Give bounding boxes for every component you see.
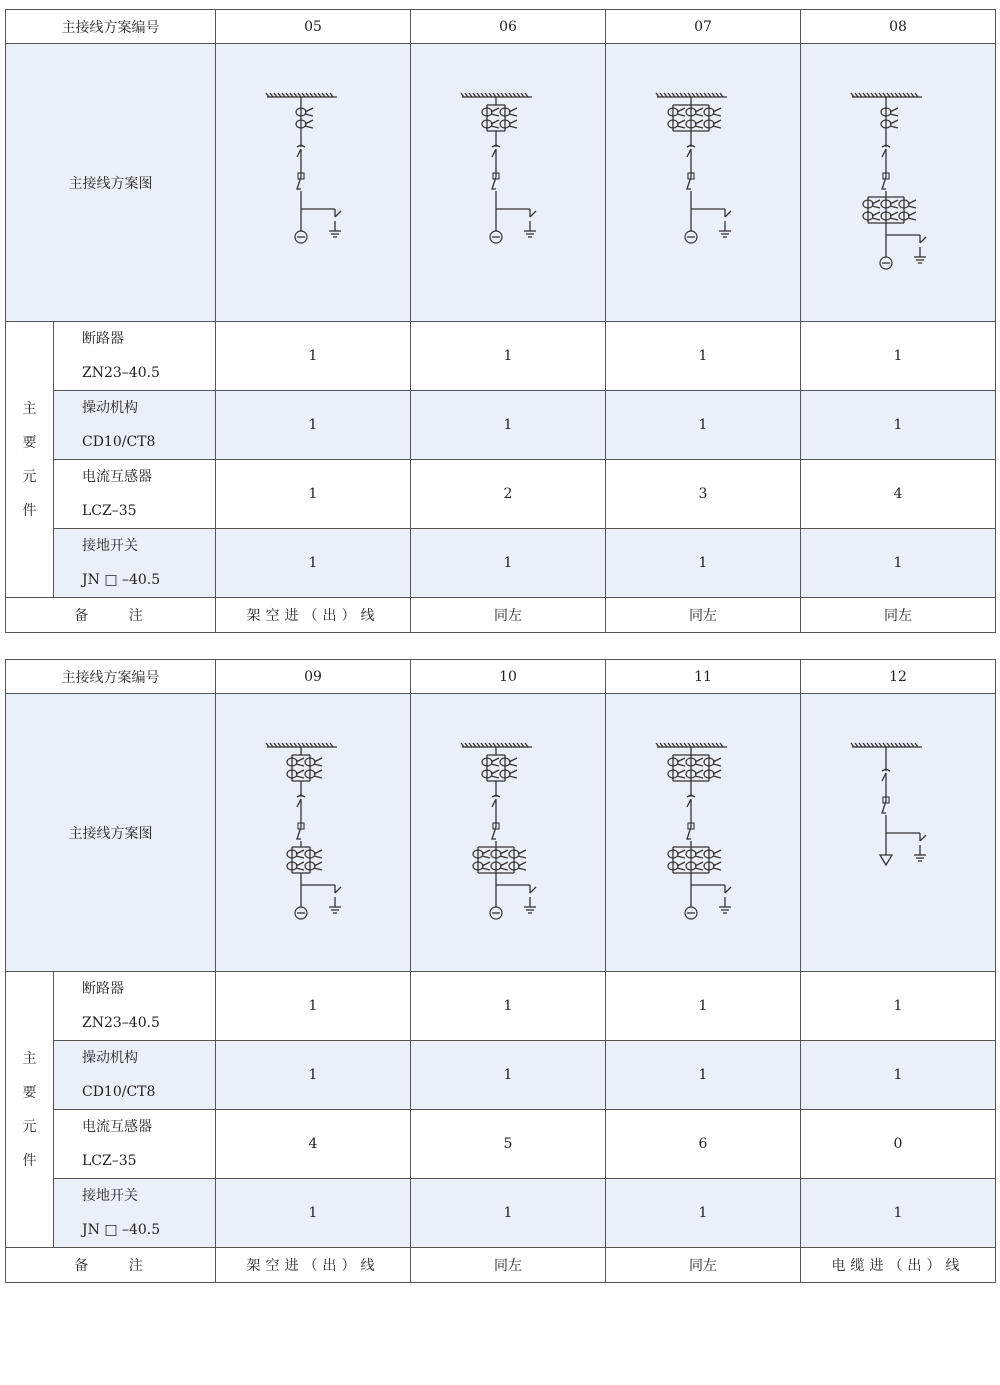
scheme-diagram-cell (606, 44, 801, 322)
scheme-diagram-label: 主接线方案图 (6, 694, 216, 972)
ct-lead (695, 758, 703, 762)
scheme-diagram-cell (216, 44, 411, 322)
single-line-diagram (838, 83, 958, 283)
remark-label: 备 注 (6, 598, 216, 633)
single-line-diagram (643, 733, 763, 933)
ct-lead (314, 850, 322, 854)
ct-qty: 2 (411, 460, 606, 529)
scheme-number: 06 (411, 10, 606, 44)
disconnect-contact (492, 791, 500, 797)
ct-lead (695, 850, 703, 854)
disconnect-blade (297, 799, 301, 813)
ct-lead (491, 114, 499, 116)
scheme-diagram-cell (411, 44, 606, 322)
mechanism-qty: 1 (216, 1041, 411, 1110)
disconnect-contact (687, 791, 695, 797)
single-line-diagram (253, 733, 373, 933)
ct-lead (314, 764, 322, 766)
ct-lead (509, 120, 517, 124)
earth-switch-blade (920, 237, 926, 257)
remark: 架空进（出）线 (216, 1248, 411, 1283)
ct-lead (509, 126, 517, 128)
scheme-table-1 (5, 9, 996, 633)
earth-switch-qty: 1 (801, 1179, 996, 1248)
ct-lead (491, 770, 499, 774)
ct-lead (695, 114, 703, 116)
ct-lead (677, 126, 685, 128)
ct-lead (518, 868, 526, 870)
ct-lead (305, 126, 313, 128)
ct-lead (890, 212, 898, 216)
remark-label: 备 注 (6, 1248, 216, 1283)
ct-qty: 4 (216, 1110, 411, 1179)
scheme-number-label: 主接线方案编号 (6, 10, 216, 44)
single-line-diagram (838, 733, 958, 933)
ct-lead (872, 200, 880, 204)
ct-lead (482, 850, 490, 854)
remark: 架空进（出）线 (216, 598, 411, 633)
scheme-number: 12 (801, 660, 996, 694)
scheme-number: 07 (606, 10, 801, 44)
ct-lead (695, 120, 703, 124)
scheme-number: 08 (801, 10, 996, 44)
ct-lead (482, 862, 490, 866)
single-line-diagram (643, 83, 763, 283)
component-label: 接地开关 JN □ –40.5 (54, 1179, 216, 1248)
earth-switch-qty: 1 (606, 529, 801, 598)
component-label: 断路器 ZN23–40.5 (54, 322, 216, 391)
scheme-number: 10 (411, 660, 606, 694)
ct-lead (677, 776, 685, 778)
ct-lead (713, 862, 721, 866)
ct-lead (518, 856, 526, 858)
disconnect-blade (882, 149, 886, 163)
scheme-diagram-cell (606, 694, 801, 972)
mechanism-qty: 1 (801, 1041, 996, 1110)
breaker-qty: 1 (606, 322, 801, 391)
ct-lead (908, 218, 916, 220)
earth-switch-qty: 1 (216, 529, 411, 598)
remark: 同左 (606, 1248, 801, 1283)
scheme-diagram-cell (216, 694, 411, 972)
ct-lead (695, 868, 703, 870)
remark: 同左 (411, 598, 606, 633)
ct-lead (491, 758, 499, 762)
ct-lead (296, 868, 304, 870)
ct-lead (713, 126, 721, 128)
ct-lead (890, 126, 898, 128)
ct-lead (890, 206, 898, 208)
ct-lead (518, 850, 526, 854)
ct-lead (713, 764, 721, 766)
ct-lead (890, 108, 898, 112)
ct-lead (677, 770, 685, 774)
ct-qty: 4 (801, 460, 996, 529)
disconnect-contact (492, 141, 500, 147)
component-label: 断路器 ZN23–40.5 (54, 972, 216, 1041)
breaker-qty: 1 (411, 972, 606, 1041)
remark: 同左 (606, 598, 801, 633)
ct-lead (305, 114, 313, 116)
ct-qty: 6 (606, 1110, 801, 1179)
ct-lead (908, 200, 916, 204)
earth-switch-blade (335, 211, 341, 231)
ct-lead (713, 120, 721, 124)
ct-qty: 5 (411, 1110, 606, 1179)
earth-switch-blade (725, 887, 731, 907)
ct-lead (695, 856, 703, 858)
ct-lead (713, 114, 721, 116)
ct-lead (872, 212, 880, 216)
ct-lead (518, 862, 526, 866)
earth-switch-qty: 1 (801, 529, 996, 598)
mechanism-qty: 1 (411, 391, 606, 460)
ct-lead (872, 218, 880, 220)
ct-lead (314, 770, 322, 774)
ct-lead (509, 108, 517, 112)
component-label: 操动机构 CD10/CT8 (54, 391, 216, 460)
earth-switch-qty: 1 (606, 1179, 801, 1248)
ct-lead (509, 758, 517, 762)
ct-lead (695, 776, 703, 778)
earth-switch-qty: 1 (411, 529, 606, 598)
ct-lead (296, 770, 304, 774)
component-label: 电流互感器 LCZ–35 (54, 1110, 216, 1179)
earth-switch-blade (530, 887, 536, 907)
ct-lead (314, 868, 322, 870)
ct-lead (872, 206, 880, 208)
breaker-qty: 1 (411, 322, 606, 391)
ct-lead (491, 776, 499, 778)
single-line-diagram (253, 83, 373, 283)
ct-lead (908, 206, 916, 208)
earth-switch-blade (920, 835, 926, 855)
breaker-qty: 1 (216, 972, 411, 1041)
ct-lead (695, 770, 703, 774)
disconnect-contact (882, 141, 890, 147)
earth-switch-blade (335, 887, 341, 907)
mechanism-qty: 1 (216, 391, 411, 460)
ct-lead (482, 868, 490, 870)
scheme-number: 09 (216, 660, 411, 694)
earth-switch-blade (725, 211, 731, 231)
disconnect-contact (297, 141, 305, 147)
ct-lead (500, 850, 508, 854)
ct-qty: 3 (606, 460, 801, 529)
ct-lead (491, 126, 499, 128)
ct-lead (677, 758, 685, 762)
ct-lead (509, 114, 517, 116)
ct-lead (509, 776, 517, 778)
mechanism-qty: 1 (606, 1041, 801, 1110)
cable-head-icon (880, 855, 892, 865)
ct-lead (296, 776, 304, 778)
scheme-number: 05 (216, 10, 411, 44)
component-label: 电流互感器 LCZ–35 (54, 460, 216, 529)
ct-lead (677, 856, 685, 858)
ct-lead (296, 764, 304, 766)
ct-lead (890, 120, 898, 124)
ct-lead (695, 862, 703, 866)
ct-lead (713, 108, 721, 112)
ct-lead (677, 868, 685, 870)
ct-lead (677, 850, 685, 854)
mechanism-qty: 1 (606, 391, 801, 460)
ct-lead (695, 126, 703, 128)
ct-qty: 1 (216, 460, 411, 529)
ct-lead (500, 856, 508, 858)
scheme-diagram-cell (801, 44, 996, 322)
ct-lead (491, 120, 499, 124)
ct-lead (677, 108, 685, 112)
ct-lead (713, 850, 721, 854)
scheme-diagram-cell (411, 694, 606, 972)
breaker-qty: 1 (216, 322, 411, 391)
ct-lead (314, 856, 322, 858)
single-line-diagram (448, 83, 568, 283)
ct-lead (890, 218, 898, 220)
ct-lead (713, 868, 721, 870)
earth-switch-qty: 1 (216, 1179, 411, 1248)
remark: 同左 (801, 598, 996, 633)
ct-lead (296, 862, 304, 866)
ct-lead (695, 764, 703, 766)
ct-lead (890, 200, 898, 204)
ct-lead (908, 212, 916, 216)
earth-switch-qty: 1 (411, 1179, 606, 1248)
ct-lead (890, 114, 898, 116)
component-label: 操动机构 CD10/CT8 (54, 1041, 216, 1110)
disconnect-blade (492, 799, 496, 813)
disconnect-blade (687, 799, 691, 813)
component-label: 接地开关 JN □ –40.5 (54, 529, 216, 598)
ct-lead (314, 776, 322, 778)
disconnect-contact (297, 791, 305, 797)
ct-lead (296, 856, 304, 858)
ct-lead (713, 776, 721, 778)
ct-lead (305, 108, 313, 112)
disconnect-blade (687, 149, 691, 163)
ct-lead (491, 108, 499, 112)
ct-lead (500, 868, 508, 870)
disconnect-blade (492, 149, 496, 163)
ct-lead (713, 856, 721, 858)
scheme-number: 11 (606, 660, 801, 694)
ct-lead (713, 758, 721, 762)
disconnect-blade (297, 149, 301, 163)
ct-lead (677, 120, 685, 124)
earth-switch-blade (530, 211, 536, 231)
ct-lead (500, 862, 508, 866)
disconnect-contact (687, 141, 695, 147)
main-components-label: 主 要 元 件 (6, 322, 54, 598)
scheme-diagram-cell (801, 694, 996, 972)
scheme-number-label: 主接线方案编号 (6, 660, 216, 694)
ct-lead (677, 764, 685, 766)
ct-lead (509, 764, 517, 766)
mechanism-qty: 1 (801, 391, 996, 460)
scheme-table-2 (5, 659, 996, 1283)
ct-lead (314, 758, 322, 762)
ct-lead (296, 850, 304, 854)
breaker-qty: 1 (801, 322, 996, 391)
ct-lead (695, 108, 703, 112)
ct-lead (677, 114, 685, 116)
breaker-qty: 1 (801, 972, 996, 1041)
remark: 同左 (411, 1248, 606, 1283)
ct-lead (713, 770, 721, 774)
ct-lead (482, 856, 490, 858)
ct-qty: 0 (801, 1110, 996, 1179)
remark: 电缆进（出）线 (801, 1248, 996, 1283)
disconnect-contact (882, 765, 890, 771)
mechanism-qty: 1 (411, 1041, 606, 1110)
ct-lead (305, 120, 313, 124)
main-components-label: 主 要 元 件 (6, 972, 54, 1248)
scheme-diagram-label: 主接线方案图 (6, 44, 216, 322)
ct-lead (491, 764, 499, 766)
breaker-qty: 1 (606, 972, 801, 1041)
ct-lead (314, 862, 322, 866)
ct-lead (677, 862, 685, 866)
single-line-diagram (448, 733, 568, 933)
ct-lead (509, 770, 517, 774)
disconnect-blade (882, 773, 886, 787)
ct-lead (296, 758, 304, 762)
